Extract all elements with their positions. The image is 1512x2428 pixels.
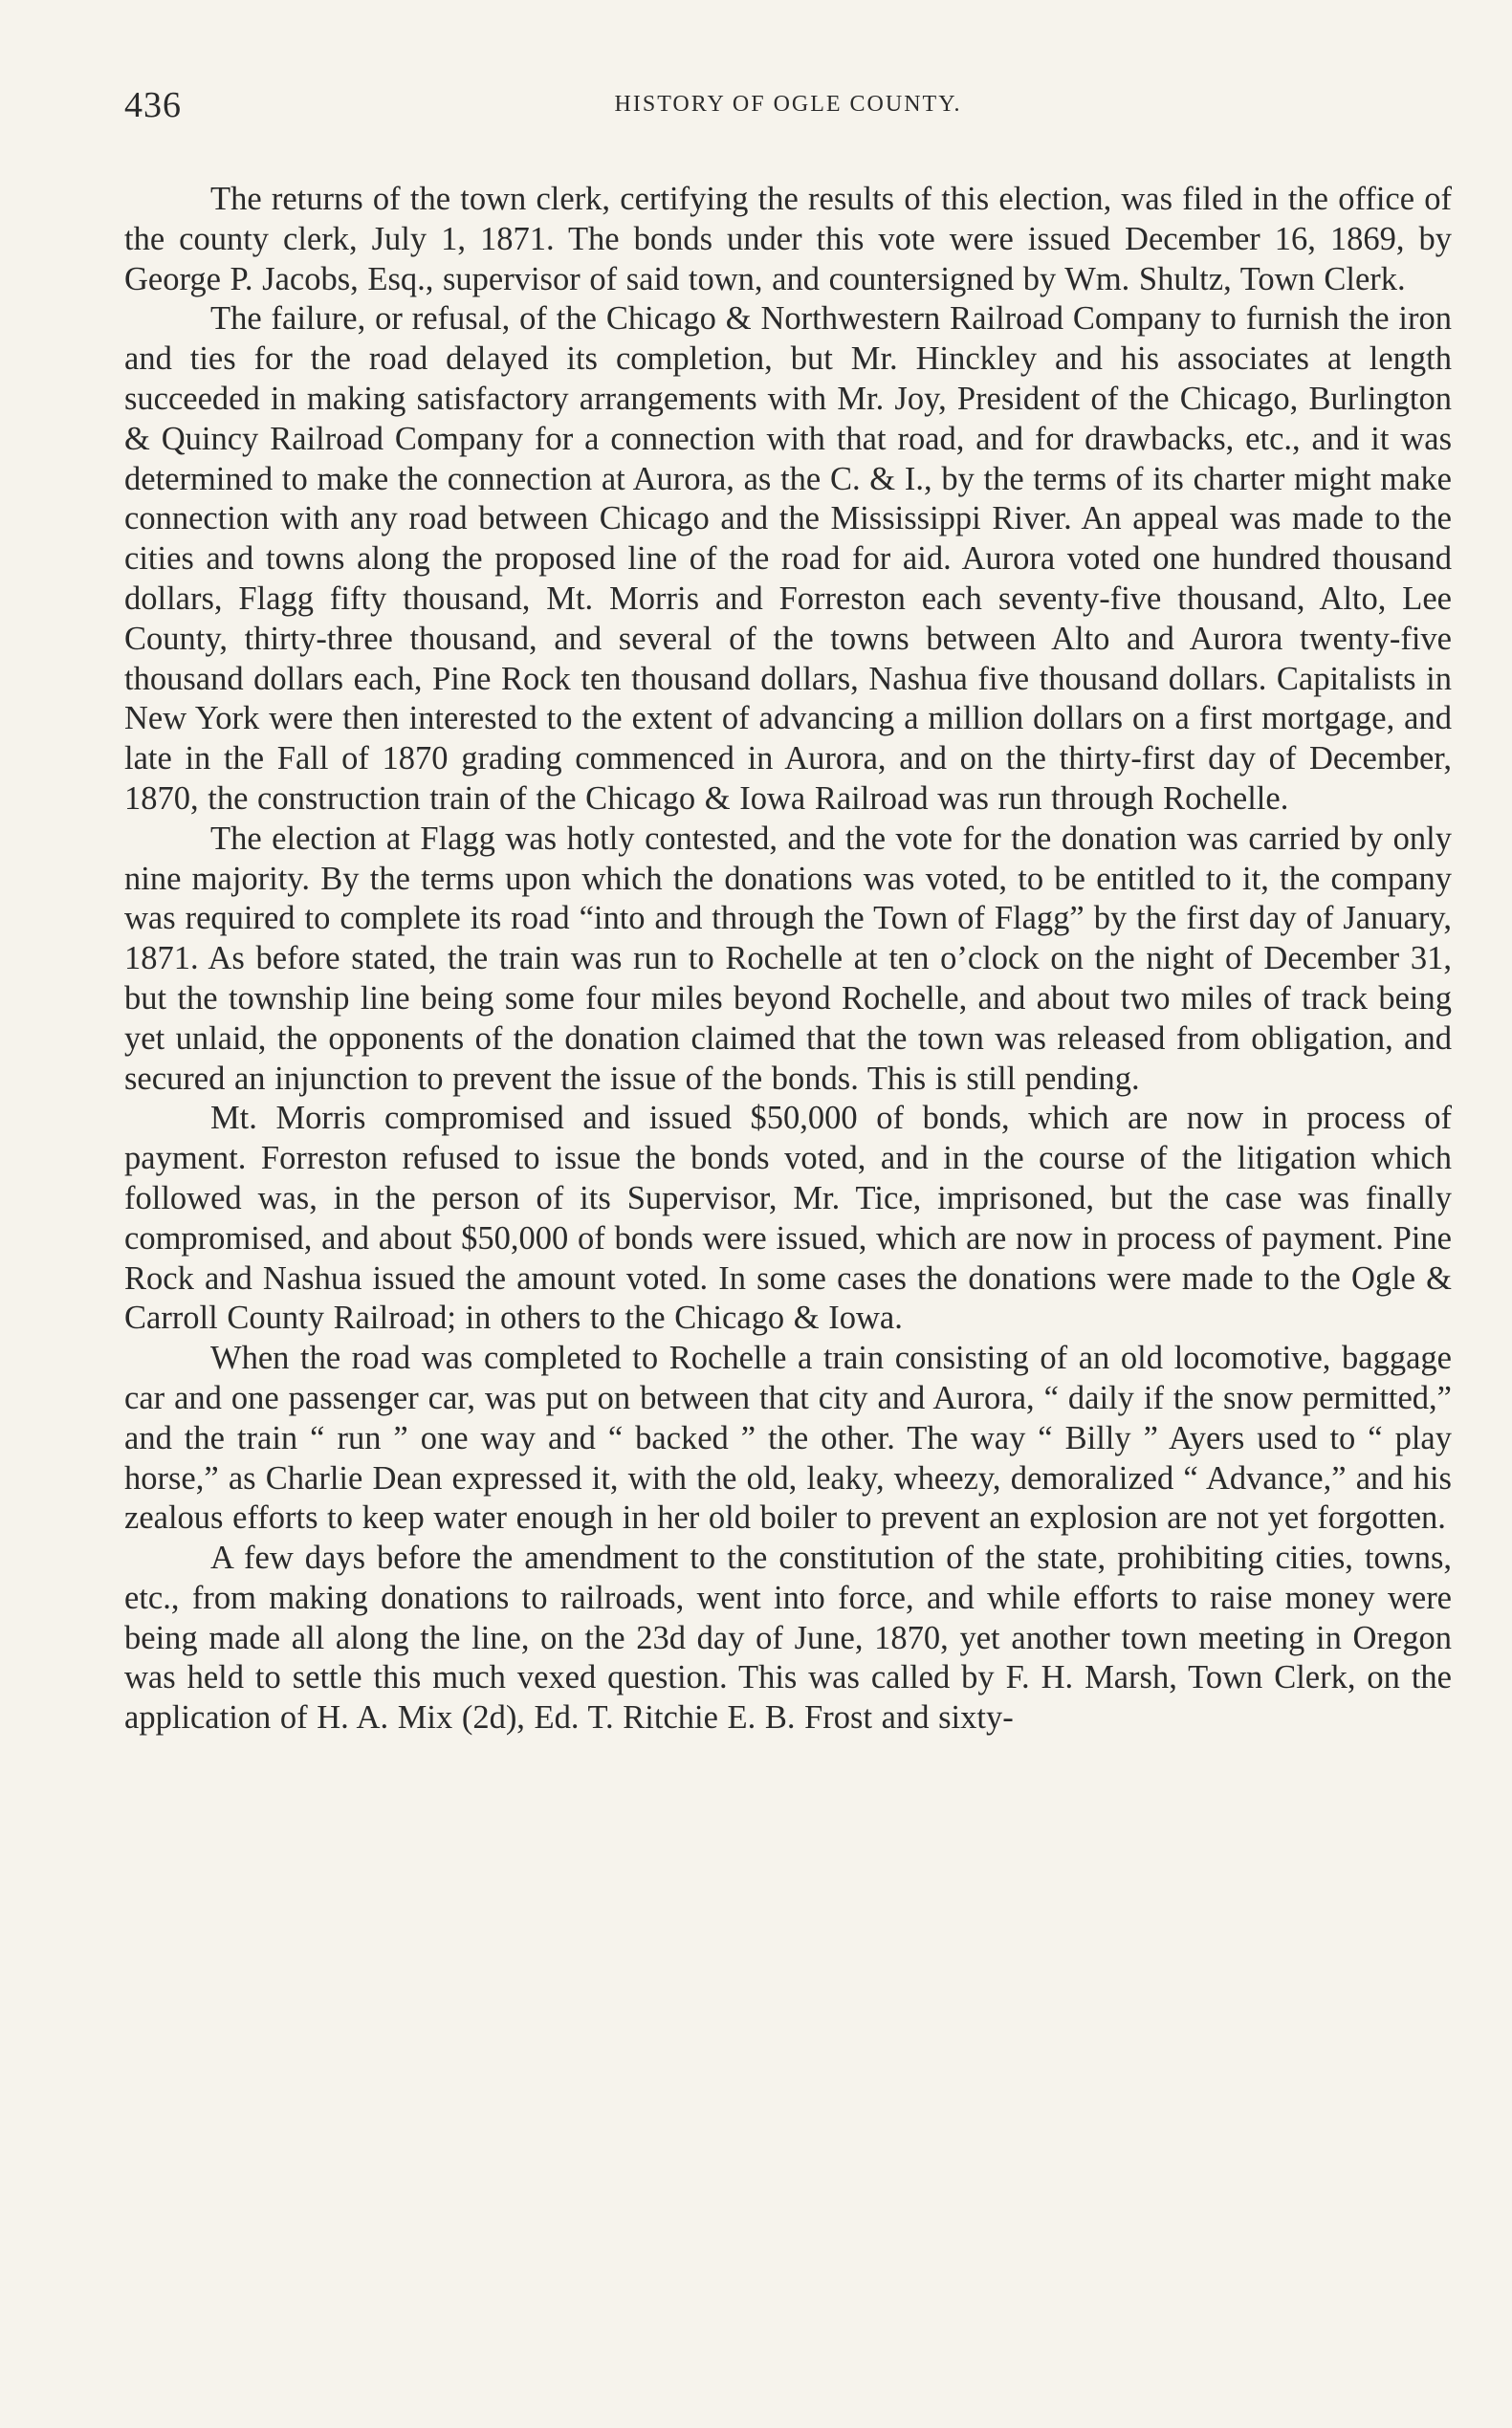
page-header [124,67,1452,124]
paragraph-election-returns: The returns of the town clerk, certifying the results of this election, was filed in the office of the county clerk, July 1, 1871. The bonds under this vote were issued December 16, 1869, by George P. Jacobs, Esq., supervisor of said town, and countersigned by Wm. Shultz, Town Clerk. [124,181,1452,297]
running-head: HISTORY OF OGLE COUNTY. [614,92,962,117]
paragraph-first-train: When the road was completed to Rochelle a train consisting of an old locomotive, baggage car and one passenger car, was put on between that city and Aurora, “ daily if the snow permitted,” and the train “ run ” one way and “ backed ” the other. The way “ Billy ” Ayers used to “ play horse,” as Charlie Dean expressed it, with the old, leaky, wheezy, demoralized “ Advance,” and his zealous efforts to keep water enough in her old boiler to prevent an explosion are not yet forgotten. [124,1340,1452,1537]
paragraph-town-meeting: A few days before the amendment to the constitution of the state, prohibiting cities, towns, etc., from making donations to railroads, went into force, and while efforts to raise money were being made all along the line, on the 23d day of June, 1870, yet another town meeting in Oregon was held to settle this much vexed question. This was called by F. H. Marsh, Town Clerk, on the application of H. A. Mix (2d), Ed. T. Ritchie E. B. Frost and sixty- [124,1540,1452,1737]
paragraph-railroad-completion: The failure, or refusal, of the Chicago & Northwestern Railroad Company to furnish the iron and ties for the road delayed its completion, but Mr. Hinckley and his associates at length succeeded in making satisfactory arrangements with Mr. Joy, President of the Chicago, Burlington & Quincy Railroad Company for a connection with that road, and for drawbacks, etc., and it was determined to make the connection at Aurora, as the C. & I., by the terms of its charter might make connection with any road between Chicago and the Mississippi River. An appeal was made to the cities and towns along the proposed line of the road for aid. Aurora voted one hundred thousand dollars, Flagg fifty thousand, Mt. Morris and Forreston each seventy-five thousand, Alto, Lee County, thirty-three thousand, and several of the towns between Alto and Aurora twenty-five thousand dollars each, Pine Rock ten thousand dollars, Nashua five thousand dollars. Capitalists in New York were then interested to the extent of advancing a million dollars on a first mortgage, and late in the Fall of 1870 grading commenced in Aurora, and on the thirty-first day of December, 1870, the construction train of the Chicago & Iowa Railroad was run through Rochelle. [124,300,1452,817]
paragraph-mt-morris-bonds: Mt. Morris compromised and issued $50,000 of bonds, which are now in process of payment. Forreston refused to issue the bonds voted, and in the course of the litigation which followed was, in the person of its Supervisor, Mr. Tice, imprisoned, but the case was finally compromised, and about $50,000 of bonds were issued, which are now in process of payment. Pine Rock and Nashua issued the amount voted. In some cases the donations were made to the Ogle & Carroll County Railroad; in others to the Chicago & Iowa. [124,1100,1452,1337]
book-page [124,67,1452,1739]
page-number: 436 [124,85,182,125]
paragraph-flagg-election: The election at Flagg was hotly contested, and the vote for the donation was carried by only nine majority. By the terms upon which the donations was voted, to be entitled to it, the company was required to complete its road “into and through the Town of Flagg” by the first day of January, 1871. As before stated, the train was run to Rochelle at ten o’clock on the night of December 31, but the township line being some four miles beyond Rochelle, and about two miles of track being yet unlaid, the opponents of the donation claimed that the town was released from obligation, and secured an injunction to prevent the issue of the bonds. This is still pending. [124,820,1452,1097]
body-text [124,180,1452,1739]
